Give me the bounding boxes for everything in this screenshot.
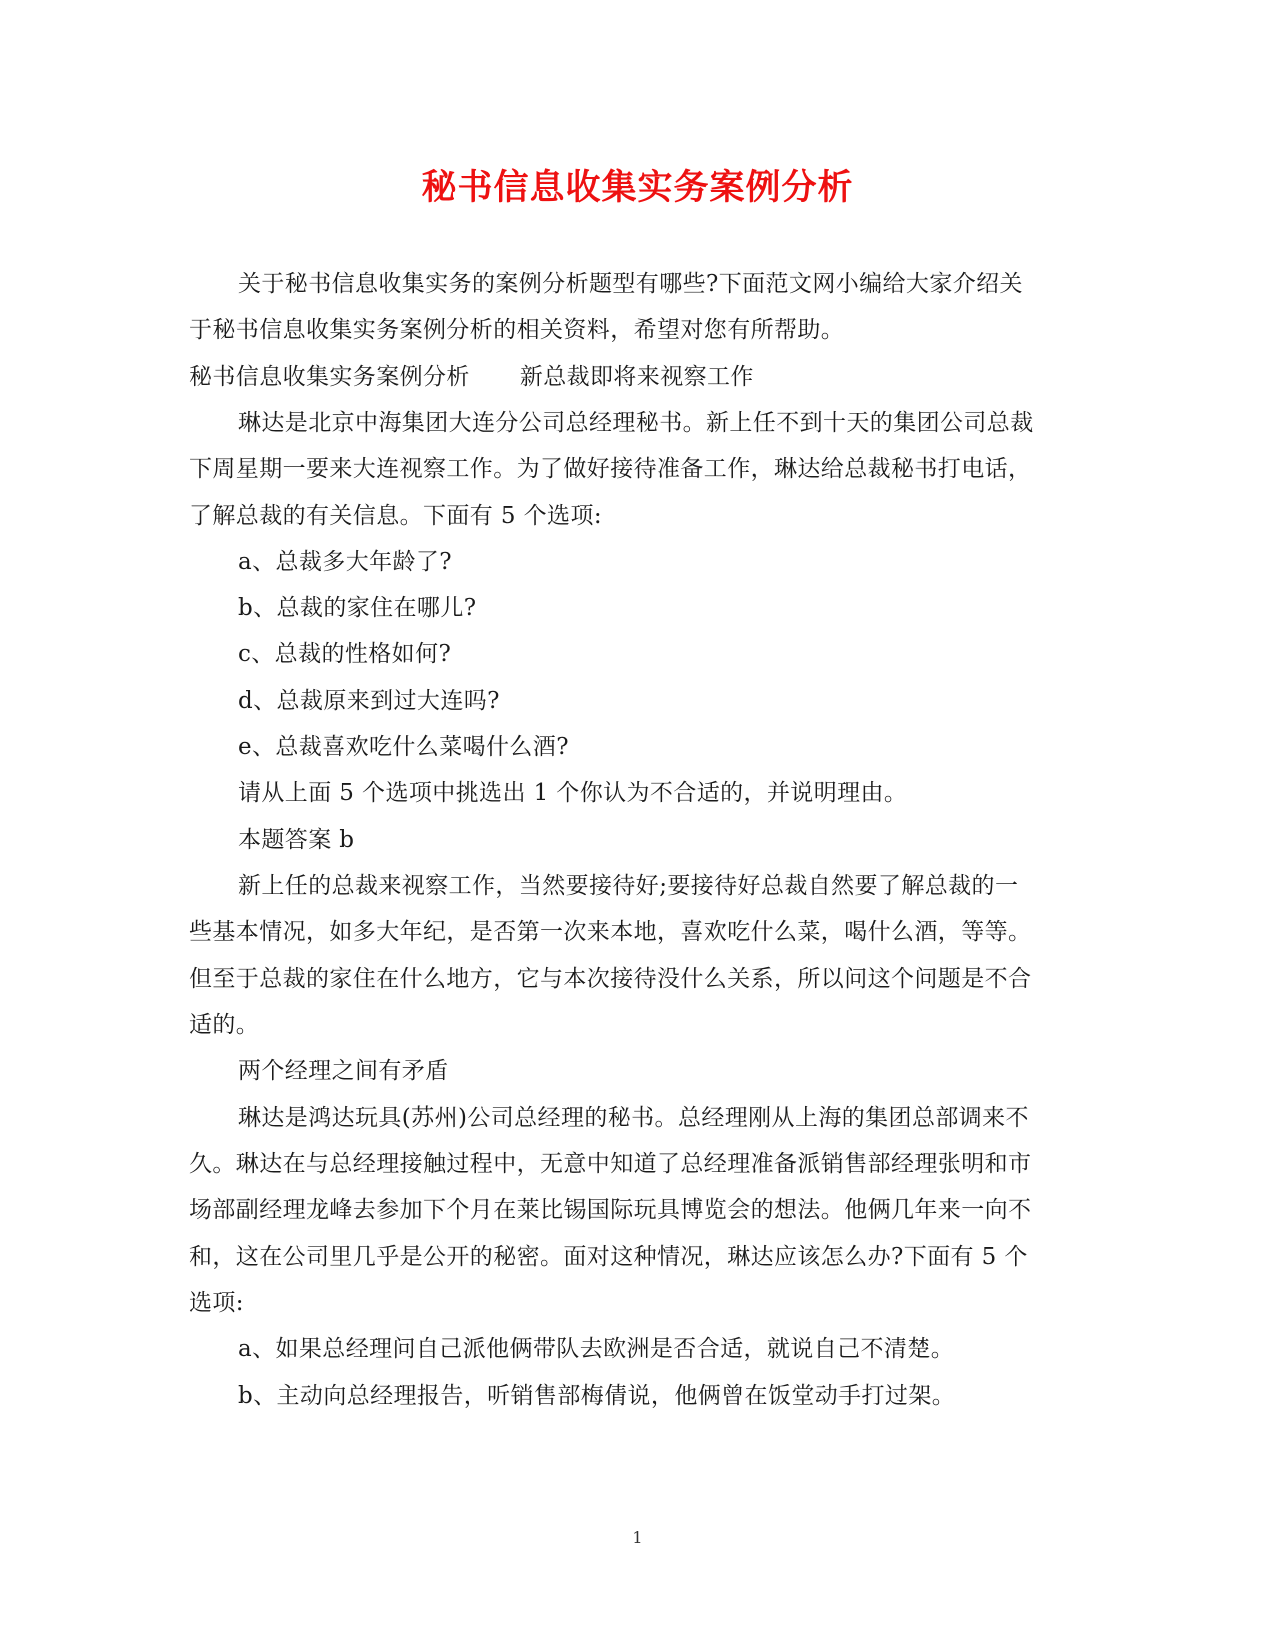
case1-option-b: b、总裁的家住在哪儿? [238, 595, 477, 621]
case1-question: 请从上面 5 个选项中挑选出 1 个你认为不合适的，并说明理由。 [238, 780, 908, 806]
case2-paragraph-line-3: 场部副经理龙峰去参加下个月在莱比锡国际玩具博览会的想法。他俩几年来一向不 [189, 1197, 1032, 1223]
case1-option-d: d、总裁原来到过大连吗? [238, 688, 500, 714]
section-heading-left: 秘书信息收集实务案例分析 [189, 364, 470, 390]
section-heading-right: 新总裁即将来视察工作 [519, 364, 754, 390]
document-title: 秘书信息收集实务案例分析 [421, 168, 854, 208]
case1-paragraph-line-2: 下周星期一要来大连视察工作。为了做好接待准备工作，琳达给总裁秘书打电话， [189, 456, 1032, 482]
case1-explain-line-4: 适的。 [189, 1012, 260, 1038]
case2-paragraph-line-4: 和，这在公司里几乎是公开的秘密。面对这种情况，琳达应该怎么办?下面有 5 个 [189, 1244, 1028, 1270]
case2-option-b: b、主动向总经理报告，听销售部梅倩说，他俩曾在饭堂动手打过架。 [238, 1383, 956, 1409]
case2-paragraph-line-5: 选项: [189, 1290, 244, 1316]
section-heading [189, 361, 1089, 393]
case1-option-e: e、总裁喜欢吃什么菜喝什么酒? [238, 734, 569, 760]
case1-answer: 本题答案 b [238, 827, 355, 853]
case1-explain-line-3: 但至于总裁的家住在什么地方，它与本次接待没什么关系，所以问这个问题是不合 [189, 966, 1032, 992]
case1-paragraph-line-1: 琳达是北京中海集团大连分公司总经理秘书。新上任不到十天的集团公司总裁 [238, 410, 1034, 436]
case1-option-a: a、总裁多大年龄了? [238, 549, 453, 575]
page-number: 1 [632, 1528, 643, 1547]
case2-paragraph-line-2: 久。琳达在与总经理接触过程中，无意中知道了总经理准备派销售部经理张明和市 [189, 1151, 1032, 1177]
case2-option-a: a、如果总经理问自己派他俩带队去欧洲是否合适，就说自己不清楚。 [238, 1336, 955, 1362]
case1-explain-line-2: 些基本情况，如多大年纪，是否第一次来本地，喜欢吃什么菜，喝什么酒，等等。 [189, 919, 1032, 945]
case1-explain-line-1: 新上任的总裁来视察工作，当然要接待好;要接待好总裁自然要了解总裁的一 [238, 873, 1019, 899]
case2-heading: 两个经理之间有矛盾 [238, 1058, 449, 1084]
case1-paragraph-line-3: 了解总裁的有关信息。下面有 5 个选项: [189, 503, 603, 529]
intro-line-2: 于秘书信息收集实务案例分析的相关资料，希望对您有所帮助。 [189, 317, 845, 343]
case1-option-c: c、总裁的性格如何? [238, 641, 452, 667]
intro-line-1: 关于秘书信息收集实务的案例分析题型有哪些?下面范文网小编给大家介绍关 [238, 271, 1023, 297]
case2-paragraph-line-1: 琳达是鸿达玩具(苏州)公司总经理的秘书。总经理刚从上海的集团总部调来不 [238, 1105, 1029, 1131]
